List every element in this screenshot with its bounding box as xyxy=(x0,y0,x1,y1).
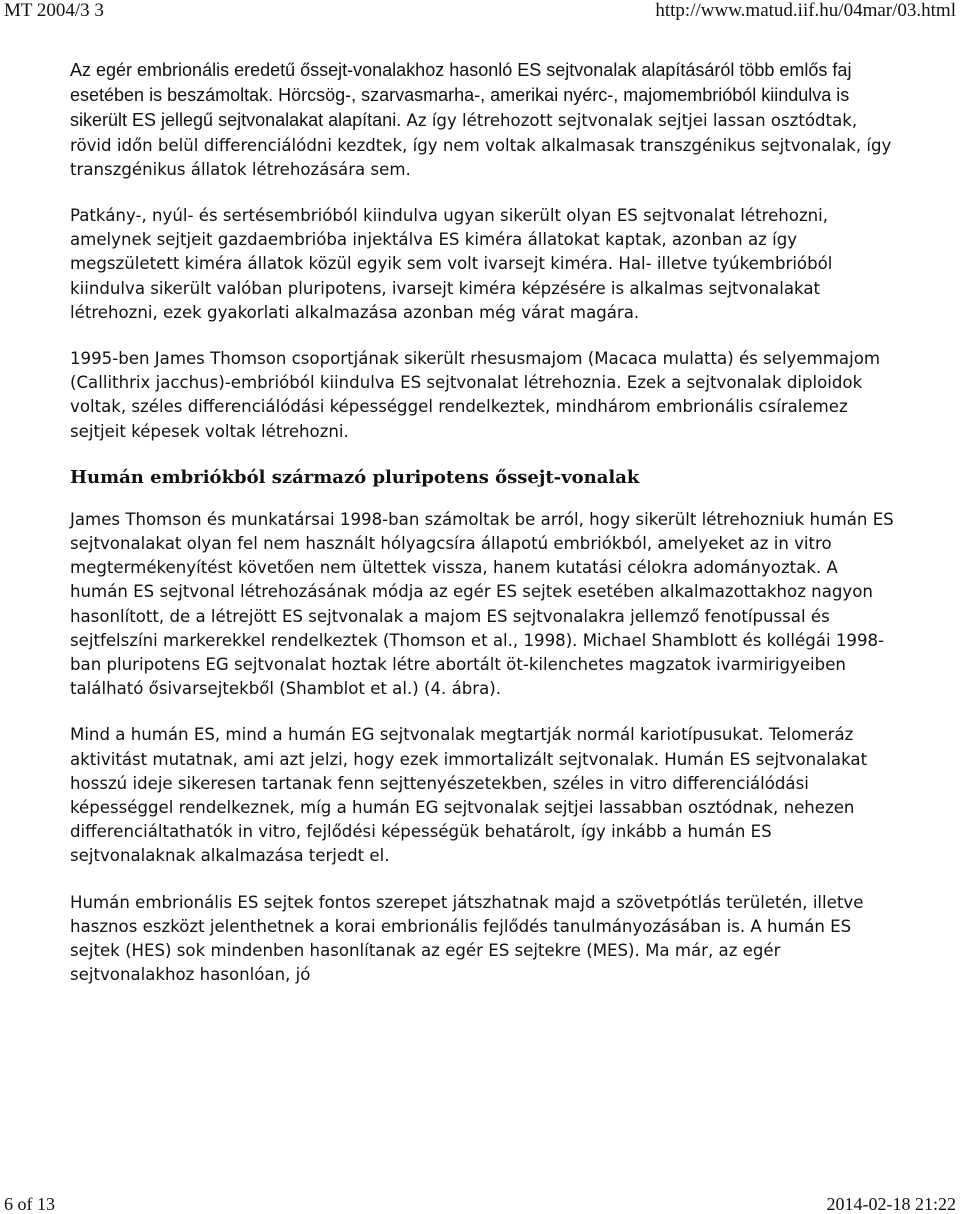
footer-timestamp: 2014-02-18 21:22 xyxy=(826,1194,956,1214)
paragraph-5: Mind a humán ES, mind a humán EG sejtvonalak megtartják normál kariotípusukat. Telomeráz aktivitást mutatnak, ami azt jelzi, hogy ezek immortalizált sejtvonalak. Humán ES sejtvonalakat hosszú ideje sikeresen tartanak fenn sejttenyészetekben, széles in vitro differenciálódási képességgel rendelkeznek, míg a humán EG sejtvonalak sejtjei lassabban osztódnak, nehezen differenciáltathatók in vitro, fejlődési képességük behatárolt, így inkább a humán ES sejtvonalaknak alkalmazása terjedt el. xyxy=(70,725,868,866)
header-url-link[interactable]: http://www.matud.iif.hu/04mar/03.html xyxy=(655,0,956,21)
section-heading: Humán embriókból származó pluripotens őssejt-vonalak xyxy=(70,466,640,488)
paragraph-1-lead: Az egér embrionális eredetű őssejt-vonalakhoz hasonló ES sejtvonalak alapításáról több emlős faj esetében is beszámoltak. Hörcsög-, szarvasmarha-, amerikai nyérc-, majomembrióból kiindulva is sikerült ES jellegű sejtvonalakat alapítani. xyxy=(70,60,852,131)
print-footer xyxy=(0,1192,960,1212)
header-issue: MT 2004/3 3 xyxy=(4,0,104,21)
paragraph-4: James Thomson és munkatársai 1998-ban számoltak be arról, hogy sikerült létrehozniuk humán ES sejtvonalakat olyan fel nem használt hólyagcsíra állapotú embriókból, amelyeket az in vitro megtermékenyítést követően nem ültettek vissza, hanem kutatási célokra adományoztak. A humán ES sejtvonal létrehozásának módja az egér ES sejtek esetében alkalmazottakhoz nagyon hasonlított, de a létrejött ES sejtvonalak a majom ES sejtvonalakra jellemző fenotípussal és sejtfelszíni markerekkel rendelkeztek (Thomson et al., 1998). Michael Shamblott és kollégái 1998-ban pluripotens EG sejtvonalat hoztak létre abortált öt-kilenchetes magzatok ivarmirigyeiben található ősivarsejtekből (Shamblot et al.) (4. ábra). xyxy=(70,509,894,699)
article-body xyxy=(70,58,900,1010)
print-header xyxy=(0,0,960,24)
paragraph-1-rest: Az így létrehozott sejtvonalak sejtjei lassan osztódtak, rövid időn belül differenciálódni kezdtek, így nem voltak alkalmasak transzgénikus sejtvonalak, így transzgénikus állatok létrehozására sem. xyxy=(70,111,892,179)
footer-page-count: 6 of 13 xyxy=(4,1194,55,1214)
paragraph-3: 1995-ben James Thomson csoportjának sikerült rhesusmajom (Macaca mulatta) és selyemmajom (Callithrix jacchus)-embrióból kiindulva ES sejtvonalat létrehoznia. Ezek a sejtvonalak diploidok voltak, széles differenciálódási képességgel rendelkeztek, mindhárom embrionális csíralemez sejtjeit képesek voltak létrehozni. xyxy=(70,349,881,441)
paragraph-6: Humán embrionális ES sejtek fontos szerepet játszhatnak majd a szövetpótlás területén, illetve hasznos eszközt jelenthetnek a korai embrionális fejlődés tanulmányozásában is. A humán ES sejtek (HES) sok mindenben hasonlítanak az egér ES sejtekre (MES). Ma már, az egér sejtvonalakhoz hasonlóan, jó xyxy=(70,892,864,985)
paragraph-2: Patkány-, nyúl- és sertésembrióból kiindulva ugyan sikerült olyan ES sejtvonalat létrehozni, amelynek sejtjeit gazdaembrióba injektálva ES kiméra állatokat kaptak, azonban az így megszületett kiméra állatok közül egyik sem volt ivarsejt kiméra. Hal- illetve tyúkembrióból kiindulva sikerült valóban pluripotens, ivarsejt kiméra képzésére is alkalmas sejtvonalakat létrehozni, ezek gyakorlati alkalmazása azonban még várat magára. xyxy=(70,206,833,322)
paragraph-1 xyxy=(70,58,900,182)
